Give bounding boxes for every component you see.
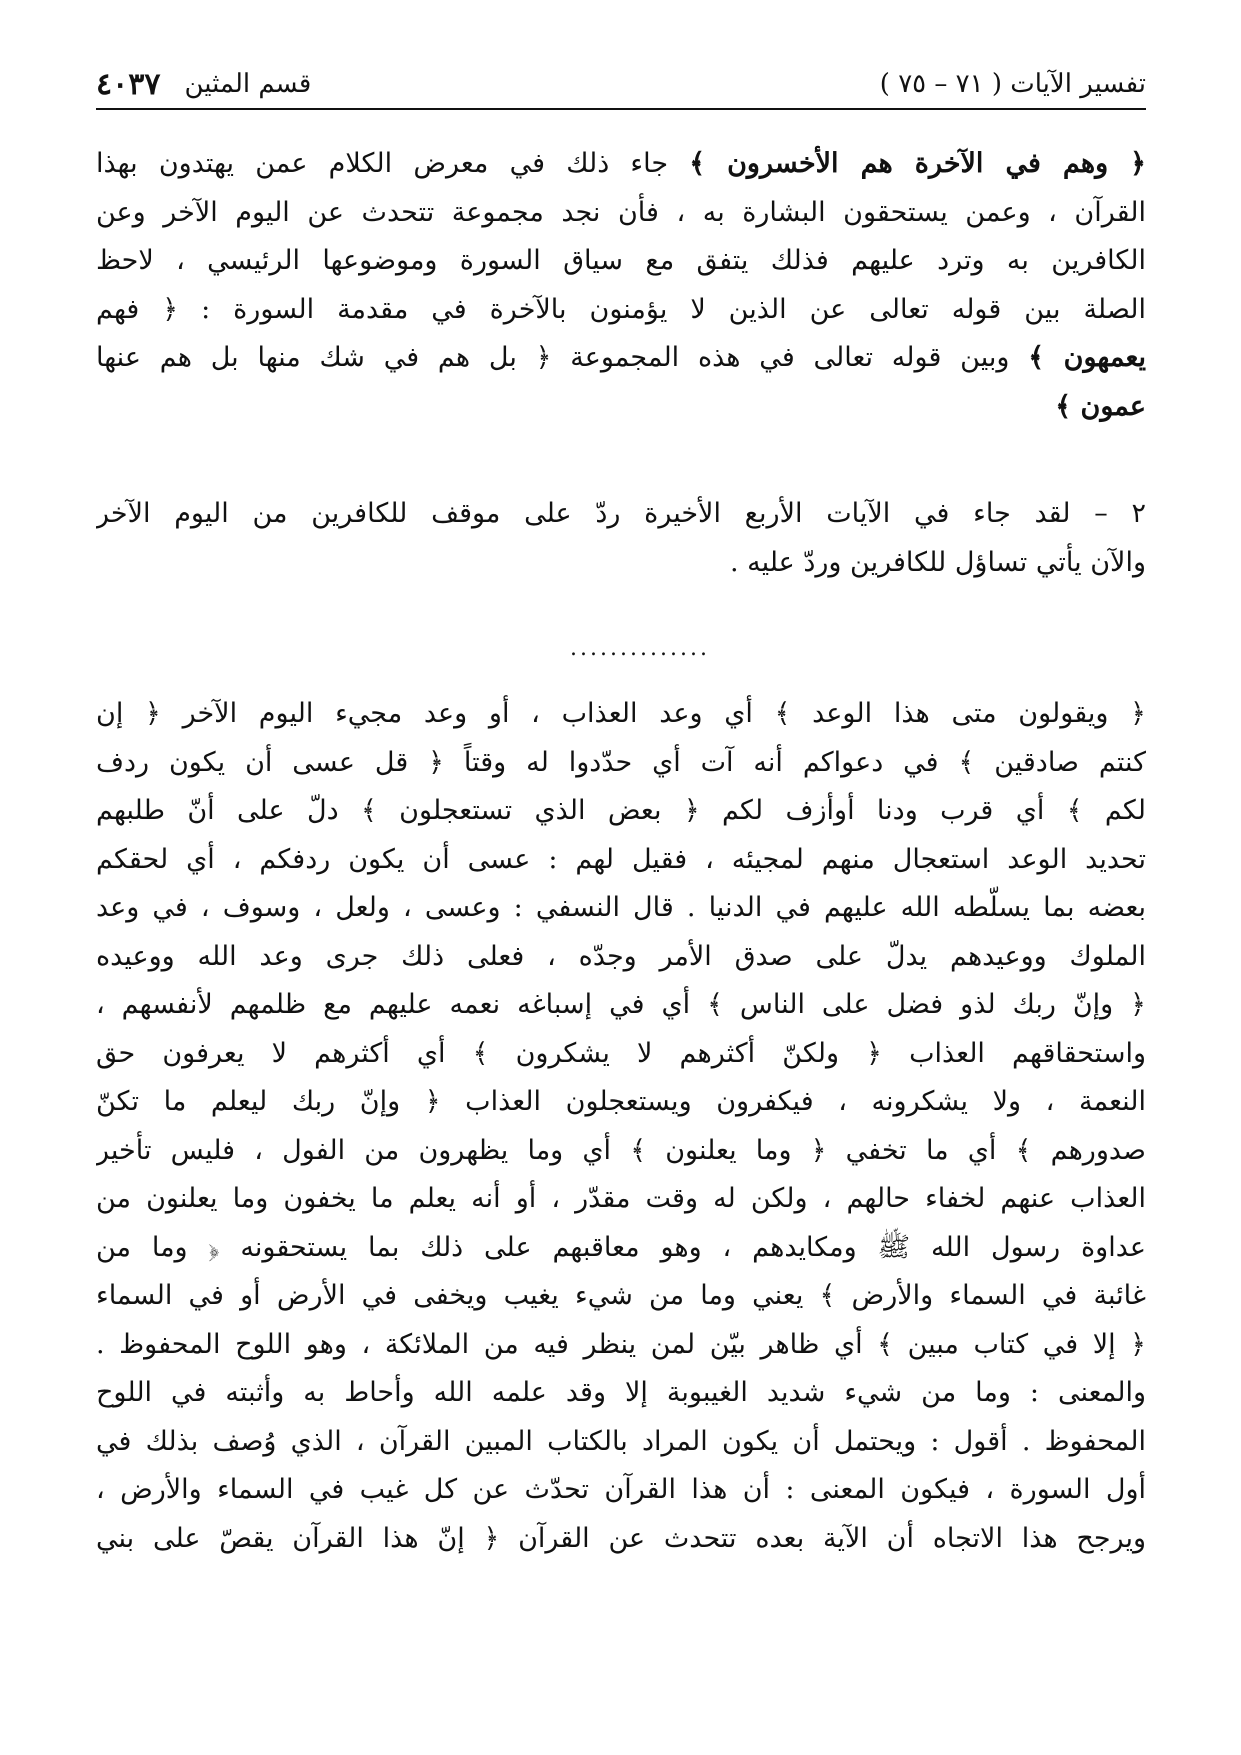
quran-quote: يعمهون ﴾ [1028, 342, 1146, 373]
text-line: واستحقاقهم العذاب ﴿ ولكنّ أكثرهم لا يشكرون ﴾ أي أكثرهم لا يعرفون حق [96, 1037, 1146, 1069]
section-separator: .............. [570, 636, 710, 661]
text-line: ٢ – لقد جاء في الآيات الأربع الأخيرة ردّ على موقف للكافرين من اليوم الآخر [96, 498, 1146, 529]
text-line: أول السورة ، فيكون المعنى : أن هذا القرآن تحدّث عن كل غيب في السماء والأرض ، [96, 1474, 1146, 1505]
paragraph-block-3 [96, 690, 1146, 1563]
text-segment: الكافرين به وترد عليهم فذلك يتفق مع سياق السورة وموضوعها الرئيسي ، لاحظ [96, 245, 1146, 276]
text-line: ﴿ إلا في كتاب مبين ﴾ أي ظاهر بيّن لمن ينظر فيه من الملائكة ، وهو اللوح المحفوظ . [96, 1328, 1146, 1360]
header-left [96, 67, 311, 102]
text-line: لكم ﴾ أي قرب ودنا أوأزف لكم ﴿ بعض الذي تستعجلون ﴾ دلّ على أنّ طلبهم [96, 795, 1146, 826]
text-line: المحفوظ . أقول : ويحتمل أن يكون المراد بالكتاب المبين القرآن ، الذي وُصف بذلك في [96, 1425, 1146, 1457]
text-line: النعمة ، ولا يشكرونه ، فيكفرون ويستعجلون العذاب ﴿ وإنّ ربك ليعلم ما تكنّ [96, 1086, 1146, 1117]
text-line: غائبة في السماء والأرض ﴾ يعني وما من شيء يغيب ويخفى في الأرض أو في السماء [96, 1280, 1146, 1311]
header-rule [96, 108, 1146, 110]
paragraph-block-1 [96, 140, 1146, 431]
text-line [96, 140, 1146, 189]
text-line: صدورهم ﴾ أي ما تخفي ﴿ وما يعلنون ﴾ أي وما يظهرون من الفول ، فليس تأخير [96, 1134, 1146, 1166]
section-name: قسم المثين [184, 69, 312, 99]
text-line: بعضه بما يسلّطه الله عليهم في الدنيا . قال النسفي : وعسى ، ولعل ، وسوف ، في وعد [96, 892, 1146, 923]
chapter-title: تفسير الآيات ( ٧١ – ٧٥ ) [879, 69, 1146, 99]
text-line: تحديد الوعد استعجال منهم لمجيئه ، فقيل لهم : عسى أن يكون ردفكم ، أي لحقكم [96, 843, 1146, 875]
text-line: كنتم صادقين ﴾ في دعواكم أنه آت أي حدّدوا له وقتاً ﴿ قل عسى أن يكون ردف [96, 746, 1146, 778]
text-line [96, 334, 1146, 383]
text-line [96, 189, 1146, 238]
text-line [96, 383, 1146, 432]
text-segment: القرآن ، وعمن يستحقون البشارة به ، فأن نجد مجموعة تتحدث عن اليوم الآخر وعن [96, 196, 1146, 228]
text-line: ويرجح هذا الاتجاه أن الآية بعده تتحدث عن القرآن ﴿ إنّ هذا القرآن يقصّ على بني [96, 1522, 1146, 1554]
text-segment: وبين قوله تعالى في هذه المجموعة ﴿ بل هم في شك منها بل هم عنها [96, 342, 1029, 373]
text-line [96, 237, 1146, 286]
text-segment: الصلة بين قوله تعالى عن الذين لا يؤمنون بالآخرة في مقدمة السورة : ﴿ فهم [96, 293, 1146, 325]
quran-quote: ﴿ وهم في الآخرة هم الأخسرون ﴾ [689, 148, 1146, 179]
text-line: عداوة رسول الله ﷺ ومكايدهم ، وهو معاقبهم على ذلك بما يستحقونه ﴿ وما من [96, 1231, 1146, 1263]
text-line: الملوك ووعيدهم يدلّ على صدق الأمر وجدّه ، فعلى ذلك جرى وعد الله ووعيده [96, 940, 1146, 972]
paragraph-block-2 [96, 490, 1146, 587]
text-line: والآن يأتي تساؤل للكافرين وردّ عليه . [729, 546, 1146, 578]
quran-quote: عمون ﴾ [1055, 390, 1146, 422]
page-number: ٤٠٣٧ [96, 66, 161, 102]
text-line: ﴿ وإنّ ربك لذو فضل على الناس ﴾ أي في إسباغه نعمه عليهم مع ظلمهم لأنفسهم ، [96, 989, 1146, 1020]
text-line: العذاب عنهم لخفاء حالهم ، ولكن له وقت مقدّر ، أو أنه يعلم ما يخفون وما يعلنون من [96, 1183, 1146, 1214]
text-line: ﴿ ويقولون متى هذا الوعد ﴾ أي وعد العذاب ، أو وعد مجيء اليوم الآخر ﴿ إن [96, 698, 1146, 729]
text-line: والمعنى : وما من شيء شديد الغيبوبة إلا وقد علمه الله وأحاط به وأثبته في اللوح [96, 1377, 1146, 1408]
page-header [96, 64, 1146, 104]
text-line [96, 286, 1146, 335]
text-segment: جاء ذلك في معرض الكلام عمن يهتدون بهذا [96, 148, 690, 179]
